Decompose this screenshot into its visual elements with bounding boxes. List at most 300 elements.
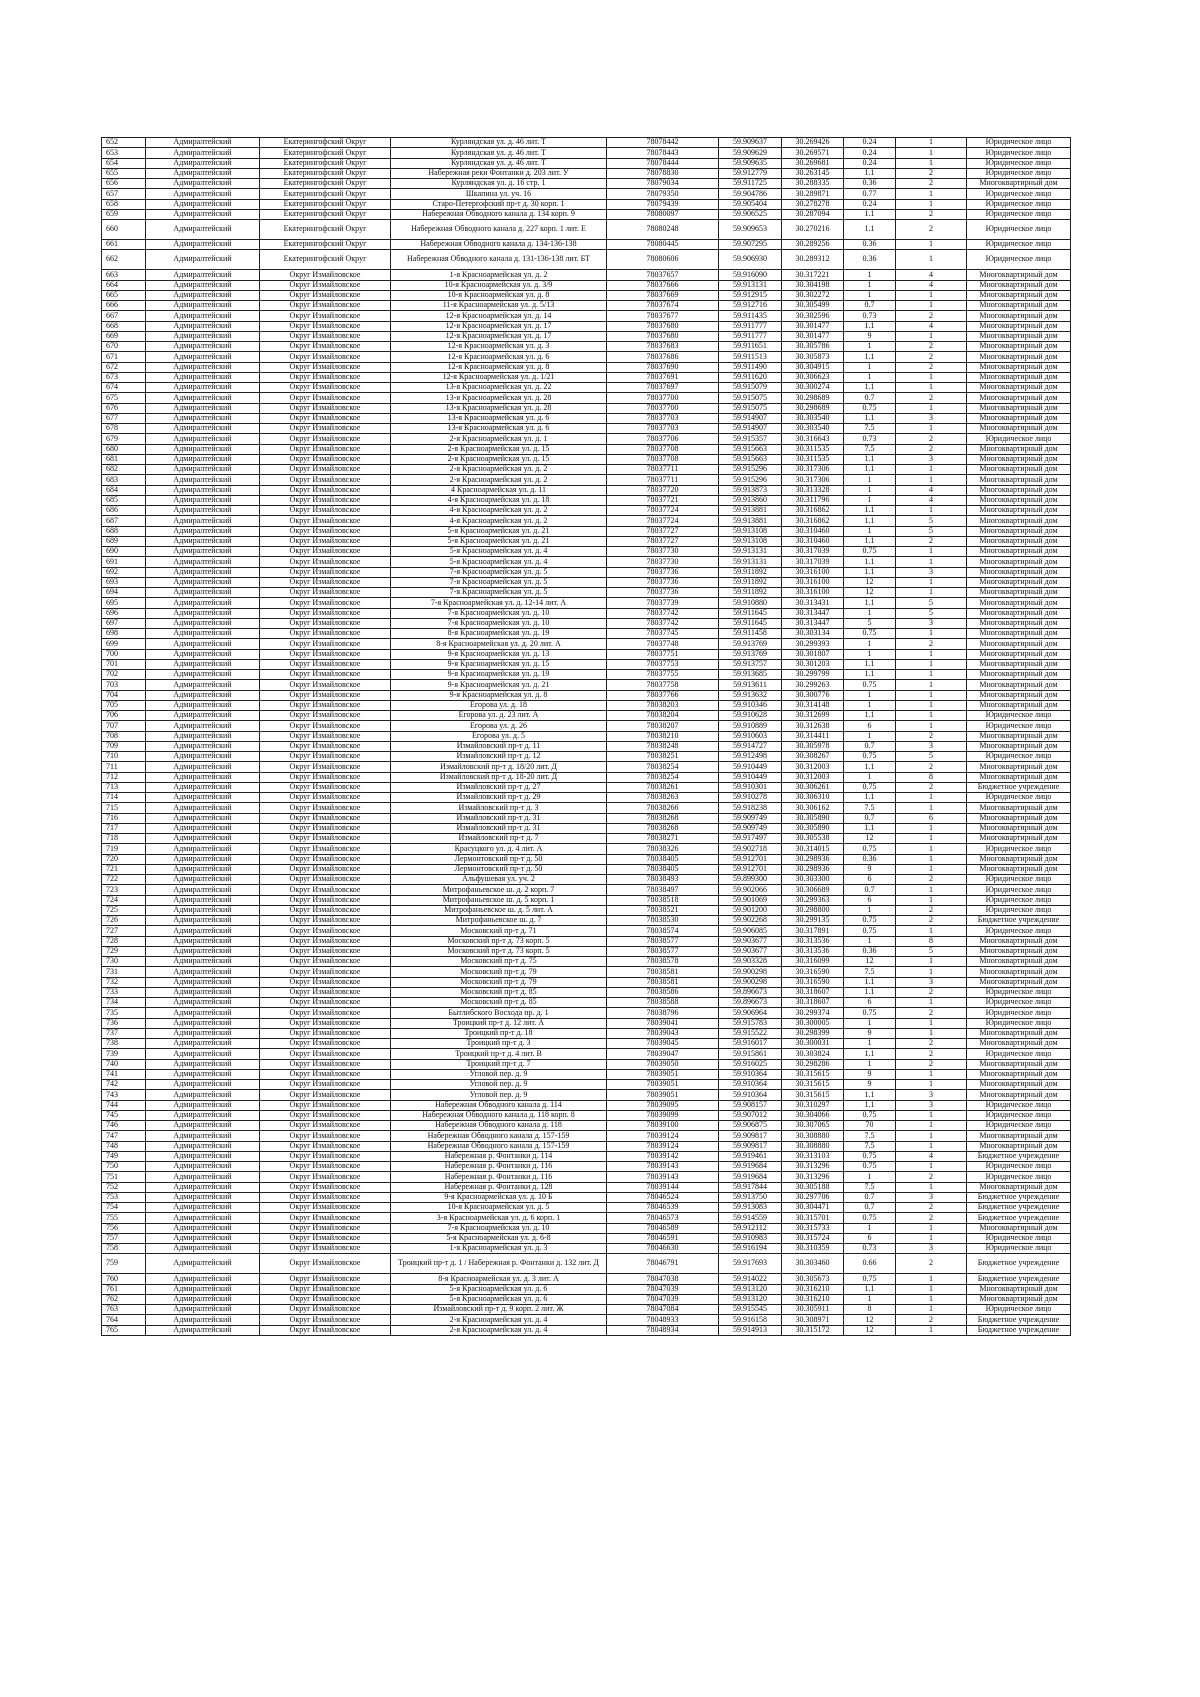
cell-address: 9-я Красноармейская ул. д. 8 <box>391 690 607 700</box>
table-row <box>102 393 1071 403</box>
cell-district: Адмиралтейский <box>146 1294 260 1304</box>
cell-municipal-okrug: Округ Измайловское <box>260 1090 391 1100</box>
cell-district: Адмиралтейский <box>146 444 260 454</box>
cell-municipal-okrug: Округ Измайловское <box>260 383 391 393</box>
cell-latitude: 59.906964 <box>719 1008 782 1018</box>
cell-row-number: 663 <box>102 270 146 280</box>
cell-latitude: 59.907295 <box>719 240 782 250</box>
cell-quantity: 2 <box>896 916 967 926</box>
cell-object-code: 78038326 <box>607 844 719 854</box>
cell-municipal-okrug: Екатерингофский Округ <box>260 209 391 219</box>
cell-object-code: 78037724 <box>607 506 719 516</box>
cell-address: Митрофаньевское ш. д. 2 корп. 7 <box>391 885 607 895</box>
cell-latitude: 59.911458 <box>719 629 782 639</box>
cell-object-code: 78039100 <box>607 1121 719 1131</box>
cell-consumer-type: Многоквартирный дом <box>967 424 1071 434</box>
cell-quantity: 1 <box>896 588 967 598</box>
cell-district: Адмиралтейский <box>146 1049 260 1059</box>
cell-municipal-okrug: Округ Измайловское <box>260 465 391 475</box>
cell-municipal-okrug: Округ Измайловское <box>260 690 391 700</box>
cell-district: Адмиралтейский <box>146 854 260 864</box>
cell-municipal-okrug: Округ Измайловское <box>260 1223 391 1233</box>
cell-consumer-type: Многоквартирный дом <box>967 834 1071 844</box>
cell-address: Угловой пер. д. 9 <box>391 1069 607 1079</box>
table-row <box>102 987 1071 997</box>
cell-district: Адмиралтейский <box>146 465 260 475</box>
cell-row-number: 738 <box>102 1039 146 1049</box>
cell-district: Адмиралтейский <box>146 1192 260 1202</box>
table-row <box>102 1100 1071 1110</box>
cell-district: Адмиралтейский <box>146 885 260 895</box>
cell-consumer-type: Многоквартирный дом <box>967 557 1071 567</box>
cell-capacity: 1.1 <box>844 352 896 362</box>
cell-capacity: 0.75 <box>844 1151 896 1161</box>
cell-district: Адмиралтейский <box>146 803 260 813</box>
cell-address: 1-я Красноармейская ул. д. 2 <box>391 270 607 280</box>
cell-consumer-type: Многоквартирный дом <box>967 444 1071 454</box>
cell-latitude: 59.910364 <box>719 1080 782 1090</box>
cell-capacity: 0.36 <box>844 946 896 956</box>
cell-longitude: 30.317891 <box>782 926 844 936</box>
cell-consumer-type: Юридическое лицо <box>967 240 1071 250</box>
cell-latitude: 59.910889 <box>719 721 782 731</box>
cell-district: Адмиралтейский <box>146 1213 260 1223</box>
cell-latitude: 59.909653 <box>719 220 782 240</box>
cell-municipal-okrug: Округ Измайловское <box>260 567 391 577</box>
cell-longitude: 30.306623 <box>782 372 844 382</box>
cell-district: Адмиралтейский <box>146 434 260 444</box>
table-row <box>102 403 1071 413</box>
cell-municipal-okrug: Округ Измайловское <box>260 1121 391 1131</box>
cell-latitude: 59.911651 <box>719 342 782 352</box>
cell-latitude: 59.910364 <box>719 1090 782 1100</box>
cell-capacity: 6 <box>844 721 896 731</box>
cell-capacity: 0.36 <box>844 250 896 270</box>
cell-quantity: 5 <box>896 598 967 608</box>
cell-row-number: 746 <box>102 1121 146 1131</box>
cell-latitude: 59.915663 <box>719 444 782 454</box>
table-row <box>102 1069 1071 1079</box>
cell-object-code: 78038405 <box>607 864 719 874</box>
cell-longitude: 30.313536 <box>782 946 844 956</box>
cell-address: 5-я Красноармейская ул. д. 6 <box>391 1294 607 1304</box>
cell-longitude: 30.316643 <box>782 434 844 444</box>
table-row <box>102 1213 1071 1223</box>
cell-object-code: 78079350 <box>607 189 719 199</box>
cell-capacity: 0.75 <box>844 926 896 936</box>
cell-consumer-type: Бюджетное учреждение <box>967 1151 1071 1161</box>
cell-row-number: 745 <box>102 1110 146 1120</box>
cell-district: Адмиралтейский <box>146 148 260 158</box>
cell-municipal-okrug: Округ Измайловское <box>260 711 391 721</box>
cell-row-number: 673 <box>102 372 146 382</box>
cell-object-code: 78046589 <box>607 1223 719 1233</box>
cell-consumer-type: Многоквартирный дом <box>967 762 1071 772</box>
cell-row-number: 699 <box>102 639 146 649</box>
cell-capacity: 12 <box>844 957 896 967</box>
cell-address: Набережная Обводного канала д. 157-159 <box>391 1141 607 1151</box>
cell-address: 4-я Красноармейская ул. д. 18 <box>391 495 607 505</box>
cell-object-code: 78037703 <box>607 424 719 434</box>
cell-latitude: 59.913131 <box>719 280 782 290</box>
table-row <box>102 1294 1071 1304</box>
cell-row-number: 727 <box>102 926 146 936</box>
cell-municipal-okrug: Округ Измайловское <box>260 1192 391 1202</box>
cell-latitude: 59.915663 <box>719 454 782 464</box>
cell-capacity: 0.75 <box>844 1110 896 1120</box>
cell-object-code: 78038577 <box>607 936 719 946</box>
cell-latitude: 59.907012 <box>719 1110 782 1120</box>
cell-quantity: 1 <box>896 711 967 721</box>
cell-municipal-okrug: Округ Измайловское <box>260 629 391 639</box>
cell-longitude: 30.305188 <box>782 1182 844 1192</box>
cell-row-number: 721 <box>102 864 146 874</box>
cell-consumer-type: Многоквартирный дом <box>967 331 1071 341</box>
cell-address: Набережная Обводного канала д. 134-136-138 <box>391 240 607 250</box>
cell-quantity: 1 <box>896 834 967 844</box>
cell-longitude: 30.299799 <box>782 670 844 680</box>
cell-latitude: 59.913083 <box>719 1203 782 1213</box>
cell-municipal-okrug: Округ Измайловское <box>260 1151 391 1161</box>
cell-capacity: 1 <box>844 1018 896 1028</box>
cell-latitude: 59.911725 <box>719 179 782 189</box>
cell-longitude: 30.303540 <box>782 424 844 434</box>
cell-object-code: 78038518 <box>607 895 719 905</box>
cell-consumer-type: Многоквартирный дом <box>967 823 1071 833</box>
cell-longitude: 30.299393 <box>782 639 844 649</box>
cell-municipal-okrug: Округ Измайловское <box>260 270 391 280</box>
cell-latitude: 59.915522 <box>719 1028 782 1038</box>
cell-district: Адмиралтейский <box>146 1244 260 1254</box>
cell-consumer-type: Юридическое лицо <box>967 885 1071 895</box>
cell-district: Адмиралтейский <box>146 875 260 885</box>
cell-capacity: 0.36 <box>844 854 896 864</box>
table-row <box>102 240 1071 250</box>
cell-consumer-type: Многоквартирный дом <box>967 342 1071 352</box>
table-row <box>102 158 1071 168</box>
cell-address: Измайловский пр-т д. 12 <box>391 752 607 762</box>
cell-latitude: 59.910880 <box>719 598 782 608</box>
cell-longitude: 30.301807 <box>782 649 844 659</box>
cell-longitude: 30.314015 <box>782 844 844 854</box>
cell-latitude: 59.913757 <box>719 659 782 669</box>
cell-district: Адмиралтейский <box>146 977 260 987</box>
table-row <box>102 413 1071 423</box>
cell-quantity: 1 <box>896 240 967 250</box>
cell-district: Адмиралтейский <box>146 179 260 189</box>
cell-quantity: 1 <box>896 1121 967 1131</box>
cell-consumer-type: Юридическое лицо <box>967 250 1071 270</box>
cell-longitude: 30.298936 <box>782 854 844 864</box>
cell-district: Адмиралтейский <box>146 352 260 362</box>
cell-object-code: 78039051 <box>607 1090 719 1100</box>
cell-row-number: 693 <box>102 577 146 587</box>
cell-district: Адмиралтейский <box>146 1182 260 1192</box>
cell-quantity: 5 <box>896 516 967 526</box>
table-row <box>102 854 1071 864</box>
cell-longitude: 30.298936 <box>782 864 844 874</box>
cell-quantity: 4 <box>896 1151 967 1161</box>
cell-latitude: 59.913131 <box>719 547 782 557</box>
cell-longitude: 30.316100 <box>782 588 844 598</box>
cell-consumer-type: Многоквартирный дом <box>967 311 1071 321</box>
cell-capacity: 1 <box>844 731 896 741</box>
cell-municipal-okrug: Округ Измайловское <box>260 1069 391 1079</box>
cell-quantity: 1 <box>896 1018 967 1028</box>
cell-row-number: 674 <box>102 383 146 393</box>
cell-municipal-okrug: Округ Измайловское <box>260 1110 391 1120</box>
table-row <box>102 179 1071 189</box>
cell-quantity: 2 <box>896 536 967 546</box>
cell-consumer-type: Юридическое лицо <box>967 926 1071 936</box>
cell-row-number: 725 <box>102 905 146 915</box>
cell-latitude: 59.906525 <box>719 209 782 219</box>
cell-quantity: 1 <box>896 383 967 393</box>
cell-row-number: 759 <box>102 1254 146 1274</box>
cell-longitude: 30.314148 <box>782 700 844 710</box>
cell-district: Адмиралтейский <box>146 1162 260 1172</box>
cell-address: Набережная р. Фонтанки д. 128 <box>391 1182 607 1192</box>
cell-longitude: 30.312003 <box>782 762 844 772</box>
cell-object-code: 78039051 <box>607 1069 719 1079</box>
table-row <box>102 536 1071 546</box>
cell-object-code: 78037745 <box>607 629 719 639</box>
cell-quantity: 2 <box>896 168 967 178</box>
cell-row-number: 664 <box>102 280 146 290</box>
cell-district: Адмиралтейский <box>146 987 260 997</box>
cell-object-code: 78039095 <box>607 1100 719 1110</box>
cell-district: Адмиралтейский <box>146 967 260 977</box>
cell-capacity: 1.1 <box>844 168 896 178</box>
cell-municipal-okrug: Екатерингофский Округ <box>260 179 391 189</box>
cell-municipal-okrug: Округ Измайловское <box>260 475 391 485</box>
cell-longitude: 30.303460 <box>782 1254 844 1274</box>
cell-row-number: 686 <box>102 506 146 516</box>
cell-latitude: 59.915296 <box>719 475 782 485</box>
cell-row-number: 712 <box>102 772 146 782</box>
cell-consumer-type: Многоквартирный дом <box>967 1223 1071 1233</box>
cell-quantity: 2 <box>896 1049 967 1059</box>
cell-address: 9-я Красноармейская ул. д. 10 Б <box>391 1192 607 1202</box>
cell-quantity: 2 <box>896 342 967 352</box>
cell-row-number: 761 <box>102 1284 146 1294</box>
table-row <box>102 1305 1071 1315</box>
table-row <box>102 659 1071 669</box>
cell-quantity: 3 <box>896 454 967 464</box>
cell-consumer-type: Юридическое лицо <box>967 895 1071 905</box>
table-row <box>102 946 1071 956</box>
cell-longitude: 30.313328 <box>782 485 844 495</box>
cell-row-number: 713 <box>102 782 146 792</box>
cell-longitude: 30.304471 <box>782 1203 844 1213</box>
cell-address: 2-я Красноармейская ул. д. 15 <box>391 444 607 454</box>
cell-longitude: 30.289871 <box>782 189 844 199</box>
cell-object-code: 78047038 <box>607 1274 719 1284</box>
cell-address: Измайловский пр-т д. 9 корп. 2 лит. Ж <box>391 1305 607 1315</box>
table-row <box>102 813 1071 823</box>
cell-municipal-okrug: Округ Измайловское <box>260 649 391 659</box>
table-row <box>102 1325 1071 1335</box>
cell-row-number: 670 <box>102 342 146 352</box>
cell-consumer-type: Юридическое лицо <box>967 158 1071 168</box>
cell-district: Адмиралтейский <box>146 649 260 659</box>
cell-capacity: 0.73 <box>844 311 896 321</box>
cell-capacity: 70 <box>844 1121 896 1131</box>
cell-object-code: 78037666 <box>607 280 719 290</box>
cell-address: Московский пр-т д. 75 <box>391 957 607 967</box>
cell-object-code: 78038796 <box>607 1008 719 1018</box>
cell-row-number: 722 <box>102 875 146 885</box>
cell-latitude: 59.916090 <box>719 270 782 280</box>
cell-quantity: 2 <box>896 220 967 240</box>
cell-object-code: 78039142 <box>607 1151 719 1161</box>
cell-district: Адмиралтейский <box>146 372 260 382</box>
cell-quantity: 8 <box>896 936 967 946</box>
table-row <box>102 1162 1071 1172</box>
cell-address: 7-я Красноармейская ул. д. 10 <box>391 608 607 618</box>
cell-consumer-type: Многоквартирный дом <box>967 485 1071 495</box>
cell-district: Адмиралтейский <box>146 1069 260 1079</box>
cell-quantity: 3 <box>896 413 967 423</box>
cell-address: Троицкий пр-т д. 4 лит. В <box>391 1049 607 1059</box>
cell-latitude: 59.911513 <box>719 352 782 362</box>
cell-capacity: 1.1 <box>844 413 896 423</box>
cell-latitude: 59.910346 <box>719 700 782 710</box>
cell-consumer-type: Бюджетное учреждение <box>967 916 1071 926</box>
cell-consumer-type: Многоквартирный дом <box>967 690 1071 700</box>
cell-longitude: 30.303134 <box>782 629 844 639</box>
cell-object-code: 78038577 <box>607 946 719 956</box>
cell-district: Адмиралтейский <box>146 209 260 219</box>
cell-consumer-type: Юридическое лицо <box>967 987 1071 997</box>
table-row <box>102 383 1071 393</box>
cell-quantity: 2 <box>896 782 967 792</box>
cell-object-code: 78038268 <box>607 813 719 823</box>
cell-object-code: 78038271 <box>607 834 719 844</box>
cell-object-code: 78046591 <box>607 1233 719 1243</box>
cell-address: 10-я Красноармейская ул. д. 5 <box>391 1203 607 1213</box>
table-row <box>102 1141 1071 1151</box>
cell-capacity: 1.1 <box>844 220 896 240</box>
cell-address: 3-я Красноармейская ул. д. 6 корп. 1 <box>391 1213 607 1223</box>
cell-consumer-type: Многоквартирный дом <box>967 1059 1071 1069</box>
cell-district: Адмиралтейский <box>146 957 260 967</box>
cell-object-code: 78037680 <box>607 321 719 331</box>
cell-object-code: 78047084 <box>607 1305 719 1315</box>
cell-municipal-okrug: Округ Измайловское <box>260 516 391 526</box>
cell-latitude: 59.911490 <box>719 362 782 372</box>
cell-longitude: 30.317221 <box>782 270 844 280</box>
cell-row-number: 700 <box>102 649 146 659</box>
cell-address: Старо-Петергофский пр-т д. 30 корп. 1 <box>391 199 607 209</box>
cell-capacity: 0.75 <box>844 403 896 413</box>
cell-municipal-okrug: Округ Измайловское <box>260 659 391 669</box>
cell-district: Адмиралтейский <box>146 199 260 209</box>
cell-municipal-okrug: Округ Измайловское <box>260 731 391 741</box>
cell-capacity: 7.5 <box>844 444 896 454</box>
cell-address: 5-я Красноармейская ул. д. 21 <box>391 536 607 546</box>
cell-object-code: 78080097 <box>607 209 719 219</box>
cell-latitude: 59.906930 <box>719 250 782 270</box>
cell-object-code: 78039124 <box>607 1131 719 1141</box>
cell-object-code: 78046630 <box>607 1244 719 1254</box>
cell-row-number: 675 <box>102 393 146 403</box>
cell-municipal-okrug: Округ Измайловское <box>260 639 391 649</box>
cell-capacity: 12 <box>844 1315 896 1325</box>
cell-municipal-okrug: Округ Измайловское <box>260 1018 391 1028</box>
table-row <box>102 424 1071 434</box>
cell-longitude: 30.300005 <box>782 1018 844 1028</box>
table-row <box>102 1172 1071 1182</box>
table-row <box>102 823 1071 833</box>
cell-district: Адмиралтейский <box>146 331 260 341</box>
cell-quantity: 1 <box>896 700 967 710</box>
cell-quantity: 1 <box>896 998 967 1008</box>
cell-address: Московский пр-т д. 79 <box>391 977 607 987</box>
cell-municipal-okrug: Екатерингофский Округ <box>260 220 391 240</box>
cell-latitude: 59.915545 <box>719 1305 782 1315</box>
cell-quantity: 2 <box>896 1315 967 1325</box>
table-row <box>102 362 1071 372</box>
cell-address: 13-я Красноармейская ул. д. 28 <box>391 393 607 403</box>
table-row <box>102 998 1071 1008</box>
cell-capacity: 1.1 <box>844 793 896 803</box>
cell-longitude: 30.307065 <box>782 1121 844 1131</box>
table-row <box>102 168 1071 178</box>
cell-municipal-okrug: Округ Измайловское <box>260 1059 391 1069</box>
cell-quantity: 4 <box>896 321 967 331</box>
cell-quantity: 2 <box>896 987 967 997</box>
cell-latitude: 59.905404 <box>719 199 782 209</box>
cell-row-number: 726 <box>102 916 146 926</box>
cell-address: 12-я Красноармейская ул. д. 8 <box>391 362 607 372</box>
cell-consumer-type: Многоквартирный дом <box>967 383 1071 393</box>
cell-district: Адмиралтейский <box>146 823 260 833</box>
cell-object-code: 78039045 <box>607 1039 719 1049</box>
cell-district: Адмиралтейский <box>146 598 260 608</box>
cell-district: Адмиралтейский <box>146 383 260 393</box>
cell-district: Адмиралтейский <box>146 1121 260 1131</box>
cell-longitude: 30.316210 <box>782 1284 844 1294</box>
cell-municipal-okrug: Округ Измайловское <box>260 670 391 680</box>
cell-quantity: 1 <box>896 864 967 874</box>
cell-municipal-okrug: Округ Измайловское <box>260 485 391 495</box>
cell-quantity: 1 <box>896 250 967 270</box>
cell-district: Адмиралтейский <box>146 680 260 690</box>
cell-address: Курляндская ул. д. 46 лит. Т <box>391 138 607 148</box>
cell-capacity: 0.75 <box>844 752 896 762</box>
cell-object-code: 78039144 <box>607 1182 719 1192</box>
cell-capacity: 1.1 <box>844 977 896 987</box>
cell-address: 7-я Красноармейская ул. д. 10 <box>391 1223 607 1233</box>
cell-object-code: 78038261 <box>607 782 719 792</box>
cell-consumer-type: Юридическое лицо <box>967 148 1071 158</box>
cell-quantity: 3 <box>896 618 967 628</box>
cell-municipal-okrug: Округ Измайловское <box>260 916 391 926</box>
cell-quantity: 1 <box>896 1274 967 1284</box>
cell-consumer-type: Многоквартирный дом <box>967 536 1071 546</box>
cell-municipal-okrug: Округ Измайловское <box>260 998 391 1008</box>
cell-latitude: 59.912701 <box>719 864 782 874</box>
cell-quantity: 1 <box>896 926 967 936</box>
cell-address: Курляндская ул. д. 46 лит. Т <box>391 158 607 168</box>
cell-latitude: 59.909749 <box>719 813 782 823</box>
table-row <box>102 352 1071 362</box>
cell-object-code: 78038521 <box>607 905 719 915</box>
cell-municipal-okrug: Округ Измайловское <box>260 424 391 434</box>
cell-address: 2-я Красноармейская ул. д. 15 <box>391 454 607 464</box>
cell-municipal-okrug: Округ Измайловское <box>260 987 391 997</box>
